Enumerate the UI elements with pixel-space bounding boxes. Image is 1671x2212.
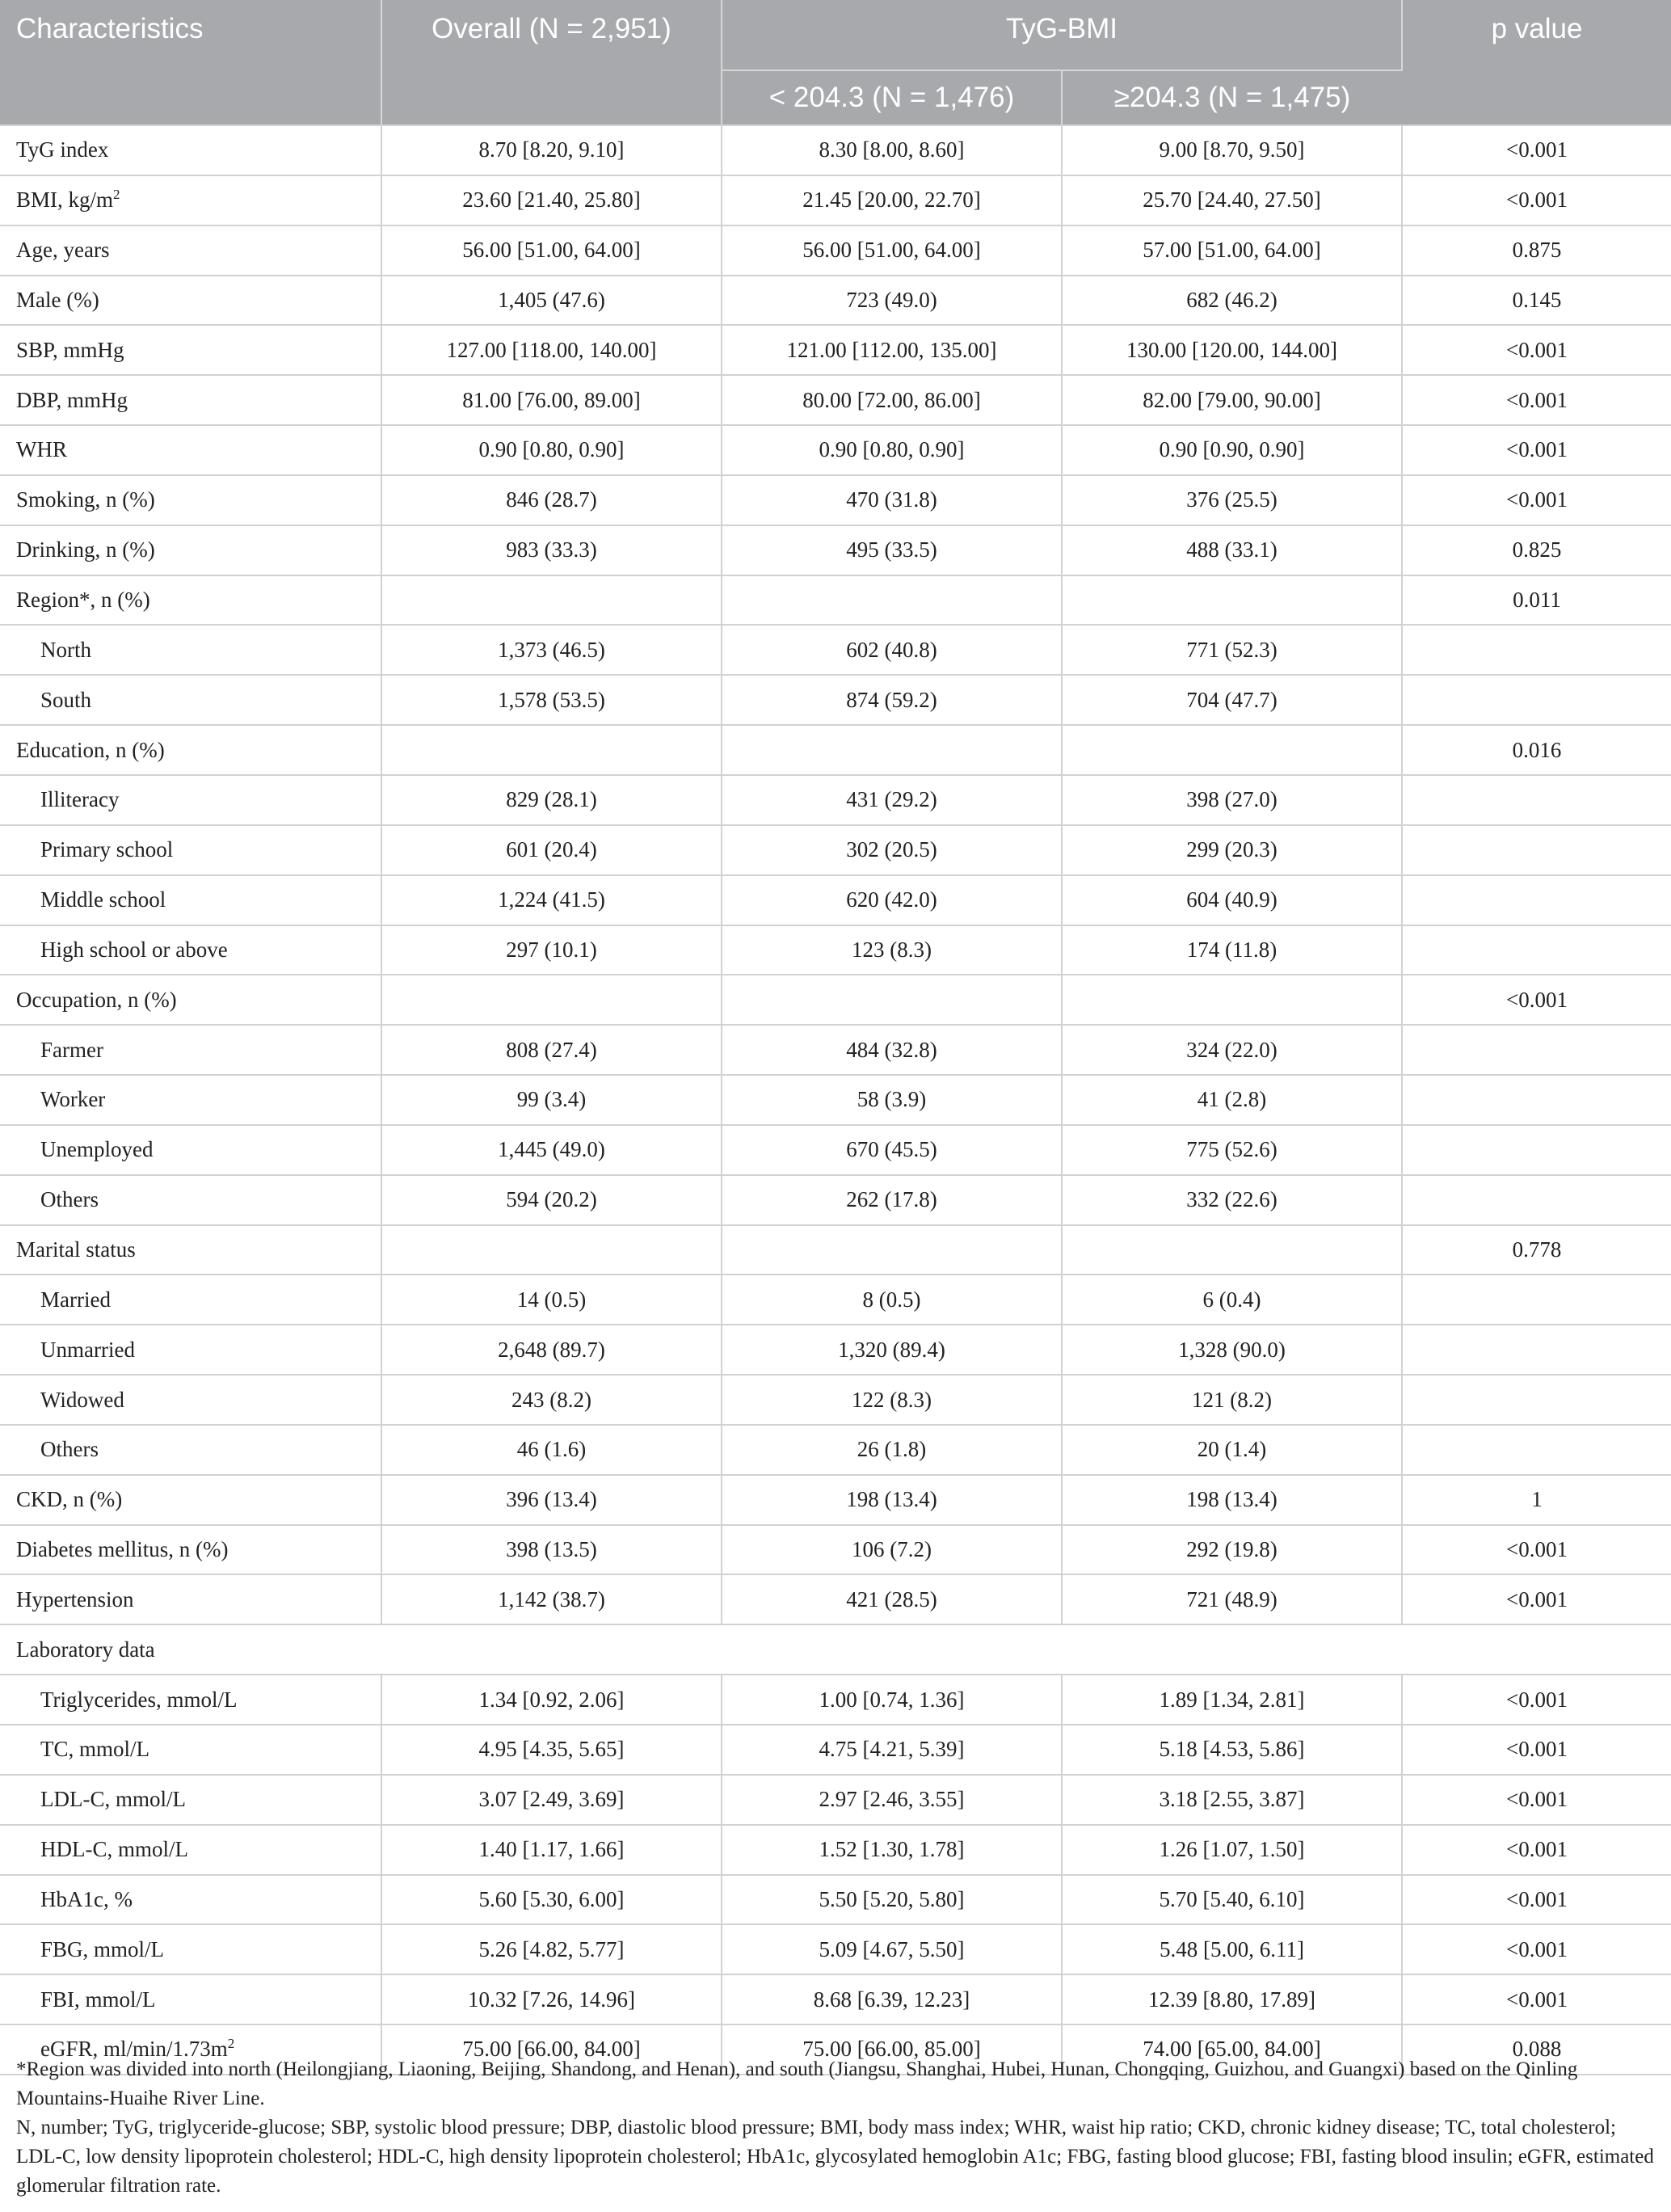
cell-p-value: 0.088: [1402, 2025, 1671, 2075]
cell-p-value: 0.145: [1402, 276, 1671, 326]
table-row: [0, 525, 1671, 575]
table-row: [0, 1025, 1671, 1075]
cell-p-value: <0.001: [1402, 1525, 1671, 1575]
cell-p-value: [1402, 1325, 1671, 1375]
row-label: [0, 825, 381, 875]
table-footnotes: [16, 2055, 1656, 2201]
table-row: [0, 1075, 1671, 1125]
cell-p-value: <0.001: [1402, 1875, 1671, 1925]
row-label-text: BMI, kg/m: [16, 187, 114, 213]
cell-low-group: 75.00 [66.00, 85.00]: [722, 2025, 1062, 2075]
cell-low-group: 8 (0.5): [722, 1275, 1062, 1325]
cell-overall: 46 (1.6): [381, 1425, 722, 1475]
row-label-text: DBP, mmHg: [16, 387, 128, 412]
table-row: [0, 1525, 1671, 1575]
cell-high-group: 57.00 [51.00, 64.00]: [1062, 225, 1402, 276]
header-characteristics: Characteristics: [0, 0, 381, 125]
cell-low-group: 198 (13.4): [722, 1475, 1062, 1525]
cell-overall: 398 (13.5): [381, 1525, 722, 1575]
table-row: [0, 1325, 1671, 1375]
row-label-text: Marital status: [16, 1237, 136, 1262]
cell-p-value: [1402, 1425, 1671, 1475]
cell-high-group: 5.48 [5.00, 6.11]: [1062, 1924, 1402, 1974]
row-label-text: Male (%): [16, 287, 99, 312]
cell-low-group: 1,320 (89.4): [722, 1325, 1062, 1375]
cell-p-value: <0.001: [1402, 325, 1671, 375]
table-row: [0, 1974, 1671, 2025]
section-row: [0, 1624, 1671, 1675]
row-label: [0, 1275, 381, 1325]
cell-overall: 1.34 [0.92, 2.06]: [381, 1675, 722, 1725]
row-label-text: Others: [40, 1187, 99, 1212]
table-row: [0, 625, 1671, 675]
table-row: [0, 1725, 1671, 1775]
cell-low-group: 874 (59.2): [722, 675, 1062, 725]
row-label-text: Illiteracy: [40, 787, 120, 812]
cell-low-group: 602 (40.8): [722, 625, 1062, 675]
cell-overall: 127.00 [118.00, 140.00]: [381, 325, 722, 375]
cell-overall: [381, 725, 722, 775]
cell-p-value: [1402, 875, 1671, 925]
row-label: [0, 1025, 381, 1075]
cell-p-value: 0.016: [1402, 725, 1671, 775]
cell-overall: 1,405 (47.6): [381, 276, 722, 326]
cell-high-group: 121 (8.2): [1062, 1375, 1402, 1425]
row-label: [0, 1875, 381, 1925]
row-label-text: Region*, n (%): [16, 588, 150, 613]
row-label-text: Age, years: [16, 238, 110, 263]
cell-high-group: [1062, 1225, 1402, 1275]
cell-high-group: 299 (20.3): [1062, 825, 1402, 875]
table-row: [0, 1875, 1671, 1925]
cell-overall: 99 (3.4): [381, 1075, 722, 1125]
cell-p-value: <0.001: [1402, 1974, 1671, 2025]
table-row: [0, 675, 1671, 725]
header-overall: Overall (N = 2,951): [381, 0, 722, 125]
cell-high-group: 704 (47.7): [1062, 675, 1402, 725]
cell-high-group: 1,328 (90.0): [1062, 1325, 1402, 1375]
cell-p-value: [1402, 1275, 1671, 1325]
table-row: [0, 375, 1671, 425]
table-row: [0, 975, 1671, 1025]
table-row: [0, 325, 1671, 375]
cell-low-group: 495 (33.5): [722, 525, 1062, 575]
row-label: [0, 1375, 381, 1425]
cell-overall: 2,648 (89.7): [381, 1325, 722, 1375]
cell-p-value: [1402, 1075, 1671, 1125]
cell-low-group: 26 (1.8): [722, 1425, 1062, 1475]
row-label-text: Married: [40, 1287, 111, 1312]
table-row: [0, 475, 1671, 525]
table-row: [0, 1775, 1671, 1825]
row-label: [0, 675, 381, 725]
row-label: [0, 1075, 381, 1125]
cell-overall: 0.90 [0.80, 0.90]: [381, 425, 722, 475]
cell-p-value: [1402, 1125, 1671, 1175]
row-label: [0, 1175, 381, 1225]
row-label: [0, 325, 381, 375]
table-row: [0, 1125, 1671, 1175]
header-high-group: ≥204.3 (N = 1,475): [1062, 70, 1402, 125]
cell-high-group: 130.00 [120.00, 144.00]: [1062, 325, 1402, 375]
row-label: [0, 1675, 381, 1725]
row-label-text: LDL-C, mmol/L: [40, 1787, 186, 1812]
row-label: [0, 975, 381, 1025]
cell-high-group: 721 (48.9): [1062, 1574, 1402, 1624]
cell-low-group: 670 (45.5): [722, 1125, 1062, 1175]
cell-low-group: 8.30 [8.00, 8.60]: [722, 125, 1062, 175]
cell-low-group: 484 (32.8): [722, 1025, 1062, 1075]
cell-low-group: 2.97 [2.46, 3.55]: [722, 1775, 1062, 1825]
cell-overall: 1,142 (38.7): [381, 1574, 722, 1624]
footnote-abbreviations: N, number; TyG, triglyceride-glucose; SBP, systolic blood pressure; DBP, diastolic blood pressure; BMI, body mass index; WHR, waist hip ratio; CKD, chronic kidney disease; TC, total cholesterol; LDL-C, low density lipoprotein cholesterol; HDL-C, high density lipoprotein cholesterol; HbA1c, glycosylated hemoglobin A1c; FBG, fasting blood glucose; FBI, fasting blood insulin; eGFR, estimated glomerular filtration rate.: [16, 2117, 1654, 2197]
table-body: [0, 125, 1671, 2075]
table-row: [0, 1375, 1671, 1425]
row-label-text: Middle school: [40, 887, 166, 912]
cell-overall: 56.00 [51.00, 64.00]: [381, 225, 722, 276]
cell-low-group: 0.90 [0.80, 0.90]: [722, 425, 1062, 475]
cell-overall: 829 (28.1): [381, 775, 722, 825]
cell-high-group: 12.39 [8.80, 17.89]: [1062, 1974, 1402, 2025]
cell-p-value: [1402, 1025, 1671, 1075]
row-label-text: Smoking, n (%): [16, 487, 155, 512]
table-row: [0, 1275, 1671, 1325]
cell-low-group: [722, 575, 1062, 626]
cell-low-group: [722, 725, 1062, 775]
row-label: [0, 1475, 381, 1525]
row-label: [0, 276, 381, 326]
cell-overall: 601 (20.4): [381, 825, 722, 875]
cell-high-group: 0.90 [0.90, 0.90]: [1062, 425, 1402, 475]
cell-p-value: <0.001: [1402, 375, 1671, 425]
row-label-text: High school or above: [40, 937, 228, 962]
cell-low-group: 5.09 [4.67, 5.50]: [722, 1924, 1062, 1974]
table-row: [0, 1425, 1671, 1475]
cell-overall: 5.60 [5.30, 6.00]: [381, 1875, 722, 1925]
cell-low-group: 421 (28.5): [722, 1574, 1062, 1624]
row-label-text: SBP, mmHg: [16, 337, 124, 362]
cell-high-group: 41 (2.8): [1062, 1075, 1402, 1125]
table-row: [0, 125, 1671, 175]
cell-p-value: [1402, 625, 1671, 675]
cell-p-value: <0.001: [1402, 1924, 1671, 1974]
cell-high-group: 604 (40.9): [1062, 875, 1402, 925]
row-label-text: Drinking, n (%): [16, 537, 155, 562]
cell-high-group: 5.70 [5.40, 6.10]: [1062, 1875, 1402, 1925]
cell-overall: 14 (0.5): [381, 1275, 722, 1325]
footnote-region: *Region was divided into north (Heilongjiang, Liaoning, Beijing, Shandong, and Henan), and south (Jiangsu, Shanghai, Hubei, Hunan, Chongqing, Guizhou, and Guangxi) based on the Qinling Mountains-Huaihe River Line.: [16, 2058, 1578, 2109]
cell-high-group: [1062, 575, 1402, 626]
cell-overall: 4.95 [4.35, 5.65]: [381, 1725, 722, 1775]
row-label-text: FBI, mmol/L: [40, 1987, 156, 2012]
cell-overall: 8.70 [8.20, 9.10]: [381, 125, 722, 175]
cell-low-group: 80.00 [72.00, 86.00]: [722, 375, 1062, 425]
row-label: [0, 575, 381, 626]
table-row: [0, 425, 1671, 475]
header-group: TyG-BMI: [722, 0, 1402, 70]
table-row: [0, 276, 1671, 326]
row-label: [0, 425, 381, 475]
cell-overall: [381, 1225, 722, 1275]
row-label-text: Diabetes mellitus, n (%): [16, 1537, 229, 1562]
table-row: [0, 925, 1671, 975]
table-row: [0, 825, 1671, 875]
cell-p-value: 0.011: [1402, 575, 1671, 626]
row-label: [0, 625, 381, 675]
row-label: [0, 1924, 381, 1974]
table-row: [0, 1675, 1671, 1725]
cell-overall: 3.07 [2.49, 3.69]: [381, 1775, 722, 1825]
cell-high-group: 82.00 [79.00, 90.00]: [1062, 375, 1402, 425]
cell-low-group: [722, 1225, 1062, 1275]
cell-low-group: 5.50 [5.20, 5.80]: [722, 1875, 1062, 1925]
cell-overall: 396 (13.4): [381, 1475, 722, 1525]
cell-p-value: 0.778: [1402, 1225, 1671, 1275]
cell-overall: 297 (10.1): [381, 925, 722, 975]
cell-overall: 23.60 [21.40, 25.80]: [381, 175, 722, 225]
cell-high-group: [1062, 975, 1402, 1025]
cell-overall: 846 (28.7): [381, 475, 722, 525]
cell-low-group: 4.75 [4.21, 5.39]: [722, 1725, 1062, 1775]
table-header: [0, 0, 1671, 125]
row-label-text: South: [40, 687, 92, 712]
row-label: [0, 725, 381, 775]
cell-overall: 1,578 (53.5): [381, 675, 722, 725]
cell-overall: 5.26 [4.82, 5.77]: [381, 1924, 722, 1974]
row-label-text: Unmarried: [40, 1337, 135, 1362]
cell-low-group: [722, 975, 1062, 1025]
cell-low-group: 21.45 [20.00, 22.70]: [722, 175, 1062, 225]
cell-p-value: [1402, 1375, 1671, 1425]
cell-p-value: <0.001: [1402, 175, 1671, 225]
row-label-text: Triglycerides, mmol/L: [40, 1687, 238, 1712]
cell-p-value: <0.001: [1402, 1825, 1671, 1875]
cell-p-value: <0.001: [1402, 1725, 1671, 1775]
cell-low-group: 56.00 [51.00, 64.00]: [722, 225, 1062, 276]
table-row: [0, 175, 1671, 225]
row-label-text: Occupation, n (%): [16, 987, 177, 1012]
cell-low-group: 262 (17.8): [722, 1175, 1062, 1225]
row-label-text: Farmer: [40, 1037, 103, 1062]
cell-high-group: 376 (25.5): [1062, 475, 1402, 525]
row-label: [0, 1325, 381, 1375]
row-label: [0, 125, 381, 175]
cell-overall: [381, 975, 722, 1025]
cell-p-value: [1402, 775, 1671, 825]
cell-overall: 1,373 (46.5): [381, 625, 722, 675]
cell-low-group: 470 (31.8): [722, 475, 1062, 525]
cell-overall: 243 (8.2): [381, 1375, 722, 1425]
cell-high-group: 5.18 [4.53, 5.86]: [1062, 1725, 1402, 1775]
row-label: [0, 1525, 381, 1575]
row-label: [0, 475, 381, 525]
row-label-text: CKD, n (%): [16, 1487, 123, 1512]
cell-p-value: <0.001: [1402, 1675, 1671, 1725]
row-label: [0, 1225, 381, 1275]
cell-overall: 983 (33.3): [381, 525, 722, 575]
cell-high-group: 292 (19.8): [1062, 1525, 1402, 1575]
table-row: [0, 1475, 1671, 1525]
cell-high-group: 20 (1.4): [1062, 1425, 1402, 1475]
cell-overall: 1,224 (41.5): [381, 875, 722, 925]
table-row: [0, 575, 1671, 626]
row-label-text: eGFR, ml/min/1.73m: [40, 2037, 228, 2062]
cell-p-value: <0.001: [1402, 975, 1671, 1025]
cell-overall: [381, 575, 722, 626]
cell-p-value: <0.001: [1402, 425, 1671, 475]
cell-p-value: <0.001: [1402, 1574, 1671, 1624]
cell-high-group: 332 (22.6): [1062, 1175, 1402, 1225]
cell-overall: 1,445 (49.0): [381, 1125, 722, 1175]
cell-high-group: 398 (27.0): [1062, 775, 1402, 825]
cell-overall: 75.00 [66.00, 84.00]: [381, 2025, 722, 2075]
cell-high-group: 1.26 [1.07, 1.50]: [1062, 1825, 1402, 1875]
row-label: [0, 375, 381, 425]
cell-overall: 808 (27.4): [381, 1025, 722, 1075]
row-label-text: North: [40, 637, 91, 662]
row-label-text: Others: [40, 1437, 99, 1462]
cell-low-group: 122 (8.3): [722, 1375, 1062, 1425]
row-label-text: Widowed: [40, 1387, 124, 1412]
cell-low-group: 121.00 [112.00, 135.00]: [722, 325, 1062, 375]
cell-high-group: 324 (22.0): [1062, 1025, 1402, 1075]
row-label: [0, 1974, 381, 2025]
cell-high-group: 6 (0.4): [1062, 1275, 1402, 1325]
row-label-text: Hypertension: [16, 1586, 134, 1612]
cell-overall: 594 (20.2): [381, 1175, 722, 1225]
cell-high-group: 174 (11.8): [1062, 925, 1402, 975]
row-label-text: HDL-C, mmol/L: [40, 1837, 188, 1862]
cell-p-value: <0.001: [1402, 1775, 1671, 1825]
cell-p-value: 0.875: [1402, 225, 1671, 276]
cell-high-group: 488 (33.1): [1062, 525, 1402, 575]
cell-low-group: 1.52 [1.30, 1.78]: [722, 1825, 1062, 1875]
row-label: [0, 225, 381, 276]
cell-p-value: <0.001: [1402, 125, 1671, 175]
cell-high-group: 682 (46.2): [1062, 276, 1402, 326]
row-label-text: FBG, mmol/L: [40, 1936, 165, 1961]
cell-high-group: 25.70 [24.40, 27.50]: [1062, 175, 1402, 225]
cell-high-group: [1062, 725, 1402, 775]
cell-high-group: 775 (52.6): [1062, 1125, 1402, 1175]
row-label-text: Education, n (%): [16, 737, 165, 762]
table-row: [0, 225, 1671, 276]
row-label: [0, 1624, 1671, 1675]
cell-low-group: 302 (20.5): [722, 825, 1062, 875]
row-label: [0, 775, 381, 825]
cell-p-value: 0.825: [1402, 525, 1671, 575]
row-label: [0, 925, 381, 975]
row-label-text: HbA1c, %: [40, 1886, 133, 1911]
cell-low-group: 1.00 [0.74, 1.36]: [722, 1675, 1062, 1725]
cell-low-group: 620 (42.0): [722, 875, 1062, 925]
row-label: [0, 1725, 381, 1775]
cell-low-group: 723 (49.0): [722, 276, 1062, 326]
cell-low-group: 431 (29.2): [722, 775, 1062, 825]
row-label-text: TyG index: [16, 137, 109, 162]
row-label: [0, 1574, 381, 1624]
cell-p-value: <0.001: [1402, 475, 1671, 525]
row-label-superscript: 2: [113, 187, 120, 203]
header-low-group: < 204.3 (N = 1,476): [722, 70, 1062, 125]
row-label: [0, 875, 381, 925]
cell-high-group: 198 (13.4): [1062, 1475, 1402, 1525]
cell-p-value: [1402, 1175, 1671, 1225]
row-label-text: Laboratory data: [16, 1637, 155, 1662]
table-row: [0, 875, 1671, 925]
row-label-text: Primary school: [40, 837, 174, 862]
cell-overall: 81.00 [76.00, 89.00]: [381, 375, 722, 425]
cell-overall: 1.40 [1.17, 1.66]: [381, 1825, 722, 1875]
row-label: [0, 1825, 381, 1875]
cell-low-group: 8.68 [6.39, 12.23]: [722, 1974, 1062, 2025]
cell-high-group: 771 (52.3): [1062, 625, 1402, 675]
row-label: [0, 525, 381, 575]
row-label: [0, 1775, 381, 1825]
row-label: [0, 1125, 381, 1175]
table-row: [0, 1175, 1671, 1225]
cell-p-value: [1402, 675, 1671, 725]
row-label: [0, 175, 381, 225]
row-label-text: TC, mmol/L: [40, 1737, 149, 1762]
row-label-text: Unemployed: [40, 1137, 154, 1162]
row-label-text: Worker: [40, 1087, 106, 1112]
table-row: [0, 1574, 1671, 1624]
cell-p-value: [1402, 825, 1671, 875]
row-label-text: WHR: [16, 437, 67, 462]
cell-high-group: 1.89 [1.34, 2.81]: [1062, 1675, 1402, 1725]
table-row: [0, 775, 1671, 825]
cell-overall: 10.32 [7.26, 14.96]: [381, 1974, 722, 2025]
cell-low-group: 123 (8.3): [722, 925, 1062, 975]
row-label-superscript: 2: [227, 2036, 235, 2052]
cell-low-group: 58 (3.9): [722, 1075, 1062, 1125]
cell-p-value: [1402, 925, 1671, 975]
row-label: [0, 1425, 381, 1475]
table-row: [0, 1225, 1671, 1275]
table-row: [0, 1924, 1671, 1974]
cell-high-group: 9.00 [8.70, 9.50]: [1062, 125, 1402, 175]
cell-high-group: 3.18 [2.55, 3.87]: [1062, 1775, 1402, 1825]
cell-high-group: 74.00 [65.00, 84.00]: [1062, 2025, 1402, 2075]
cell-low-group: 106 (7.2): [722, 1525, 1062, 1575]
table-row: [0, 725, 1671, 775]
table-row: [0, 1825, 1671, 1875]
cell-p-value: 1: [1402, 1475, 1671, 1525]
header-p-value: p value: [1402, 0, 1671, 125]
